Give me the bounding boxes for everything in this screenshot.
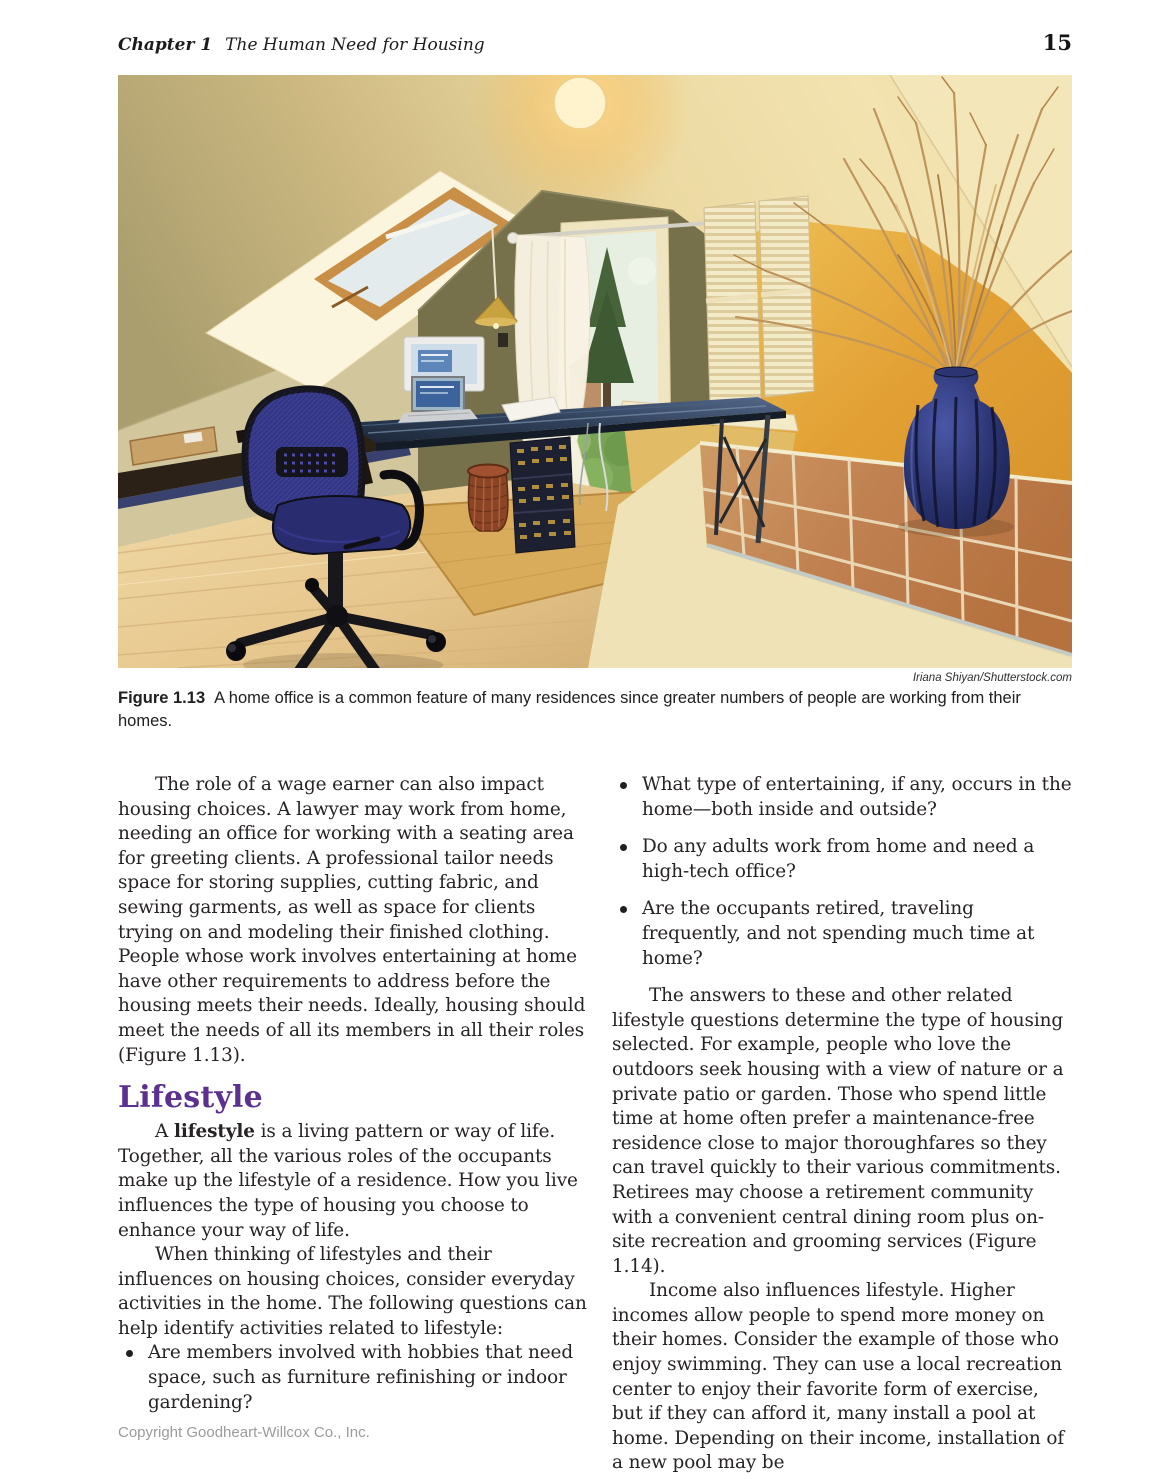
paragraph-thinking-lifestyles: When thinking of lifestyles and their influences on housing choices, consider everyday activities in the home. The following questions can help identify activities related to lifestyle: [118, 1244, 587, 1339]
right-column [612, 773, 1072, 1476]
page-number: 15 [1042, 30, 1072, 55]
wicker-basket [468, 465, 508, 532]
paragraph-text: is a living pattern or way of life. Together, all the various roles of the occupants make up the lifestyle of a residence. How you live influences the type of housing you choose to enhance your way of life. [118, 1121, 578, 1241]
bullet-dot [620, 782, 627, 789]
list-item [612, 773, 1072, 822]
photo-credit: Iriana Shiyan/Shutterstock.com [912, 672, 1072, 684]
bullet-dot [620, 844, 627, 851]
ceiling-light [554, 77, 606, 129]
list-item-text: What type of entertaining, if any, occurs in the home—both inside and outside? [642, 774, 1072, 820]
home-office-photo [118, 75, 1072, 668]
paragraph-answers: The answers to these and other related lifestyle questions determine the type of housing selected. For example, people who love the outdoors seek housing with a view of nature or a private patio or garden. Those who spend little time at home often prefer a maintenance-free residence close to major thoroughfares so they can travel quickly to their various commitments. Retirees may choose a retirement community with a convenient central dining room plus on-site recreation and grooming services (Figure 1.14). [612, 985, 1064, 1277]
bullet-list-right [612, 773, 1072, 971]
list-item [612, 897, 1072, 971]
page-header [118, 30, 1072, 55]
figure-caption-text: A home office is a common feature of many residences since greater numbers of people are working from their homes. [118, 689, 1021, 730]
file-cabinet [510, 437, 575, 553]
bullet-dot [620, 906, 627, 913]
section-heading-lifestyle: Lifestyle [118, 1080, 263, 1116]
list-item-text: Are the occupants retired, traveling frequently, and not spending much time at home? [642, 898, 1035, 969]
list-item-text: Are members involved with hobbies that need space, such as furniture refinishing or indoor gardening? [148, 1342, 573, 1413]
paragraph-text: A [155, 1121, 174, 1143]
paragraph-income: Income also influences lifestyle. Higher incomes allow people to spend more money on their homes. Consider the example of those who enjoy swimming. They can use a local recreation center to enjoy their favorite form of exercise, but if they can afford it, many install a pool at home. Depending on their income, installation of a new pool may be [612, 1280, 1065, 1474]
page-footer [118, 1424, 370, 1441]
body-columns [118, 773, 1072, 1476]
copyright-text: Copyright Goodheart-Willcox Co., Inc. [118, 1424, 370, 1441]
chapter-label: Chapter 1 [118, 35, 213, 55]
figure-caption-label: Figure 1.13 [118, 689, 206, 707]
bullet-list-left [118, 1341, 590, 1415]
bullet-dot [126, 1350, 133, 1357]
list-item [612, 835, 1072, 884]
left-column [118, 773, 590, 1476]
paragraph-wage-earner: The role of a wage earner can also impact housing choices. A lawyer may work from home, needing an office for working with a seating area for greeting clients. A professional tailor needs space for storing supplies, cutting fabric, and sewing garments, as well as space for clients trying on and modeling their finished clothing. People whose work involves entertaining at home have other requirements to address before the housing meets their needs. Ideally, housing should meet the needs of all its members in all their roles (Figure 1.13). [118, 774, 586, 1066]
figure-1-13 [118, 75, 1072, 733]
paragraph-lifestyle-definition [118, 1120, 590, 1243]
running-head [118, 35, 485, 55]
chapter-title: The Human Need for Housing [225, 35, 485, 55]
list-item [118, 1341, 590, 1415]
figure-caption [118, 687, 1072, 733]
key-term-lifestyle: lifestyle [173, 1121, 255, 1143]
list-item-text: Do any adults work from home and need a high-tech office? [642, 836, 1035, 882]
